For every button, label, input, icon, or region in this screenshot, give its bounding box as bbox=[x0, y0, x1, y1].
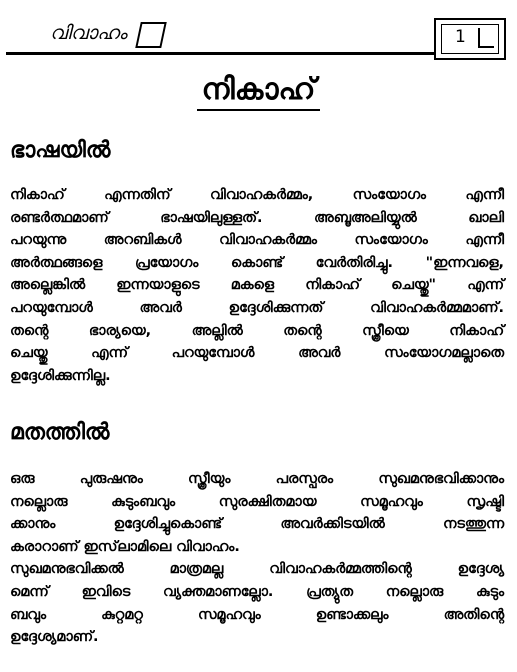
running-title: വിവാഹം bbox=[50, 22, 127, 44]
text-line: ഉദ്ദേശിക്കുന്നില്ല. bbox=[10, 367, 111, 384]
header-rule bbox=[6, 52, 434, 55]
text-line: അല്ലെങ്കിൽ ഇന്നയാളുടെ മകളെ നികാഹ് ചെയ്തു" എന്ന് bbox=[10, 277, 504, 294]
text-line: പറയുമ്പോൾ അവർ ഉദ്ദേശിക്കുന്നത് വിവാഹകർമ്മമാണ്. bbox=[10, 299, 504, 316]
text-line: പറയുന്നു അറബികൾ വിവാഹകർമ്മം സംയോഗം എന്നീ bbox=[10, 232, 504, 249]
text-line: നികാഹ് എന്നതിന് വിവാഹകർമ്മം, സംയോഗം എന്നീ bbox=[10, 187, 504, 203]
text-line: സുഖമനുഭവിക്കൽ മാത്രമല്ല വിവാഹകർമ്മത്തിന്റെ ഉദ്ദേശ്യ bbox=[10, 561, 504, 578]
text-line: നല്ലൊരു കുടുംബവും സുരക്ഷിതമായ സമൂഹവും സൃഷ്ടി bbox=[10, 493, 504, 510]
page-number-bracket-ornament bbox=[478, 28, 494, 48]
chapter-title-text: നികാഹ് bbox=[197, 72, 319, 111]
section-body-language bbox=[10, 184, 504, 387]
section-body-religion bbox=[10, 468, 504, 649]
text-line: അർത്ഥങ്ങളെ പ്രയോഗം കൊണ്ട് വേർതിരിച്ചു. "ഇന്നവളെ, bbox=[10, 254, 504, 271]
text-line: ഉദ്ദേശ്യമാണ്. bbox=[10, 629, 99, 646]
text-line: ഒരു പുരുഷനും സ്ത്രീയും പരസ്പരം സുഖമനുഭവിക്കാനും bbox=[10, 471, 504, 487]
text-line: രണ്ടർത്ഥമാണ് ഭാഷയിലുള്ളത്. അബൂഅലിയ്യുൽ ഖാലി bbox=[10, 209, 504, 226]
section-heading-religion: മതത്തിൽ bbox=[10, 420, 110, 445]
text-line: മെന്ന് ഇവിടെ വ്യക്തമാണല്ലോ. പ്രത്യുത നല്ലൊരു കുടും bbox=[10, 583, 504, 600]
text-line: ചെയ്തു എന്ന് പറയുമ്പോൾ അവർ സംയോഗമല്ലാതെ bbox=[10, 345, 504, 362]
text-line: ബവും കുറ്റമറ്റ സമൂഹവും ഉണ്ടാക്കലും അതിന്റെ bbox=[10, 606, 504, 623]
chapter-title bbox=[0, 72, 517, 107]
page-header bbox=[0, 0, 517, 64]
section-heading-language: ഭാഷയിൽ bbox=[10, 138, 111, 163]
text-line: കരാറാണ് ഇസ്‌ലാമിലെ വിവാഹം. bbox=[10, 538, 240, 555]
title-square-ornament bbox=[135, 22, 167, 48]
page-number: 1 bbox=[455, 27, 466, 47]
text-line: തന്റെ ഭാര്യയെ, അല്ലിൽ തന്റെ സ്ത്രീയെ നികാഹ് bbox=[10, 322, 504, 339]
text-line: ക്കാനും ഉദ്ദേശിച്ചുകൊണ്ട് അവർക്കിടയിൽ നടത്തുന്ന bbox=[10, 516, 504, 533]
